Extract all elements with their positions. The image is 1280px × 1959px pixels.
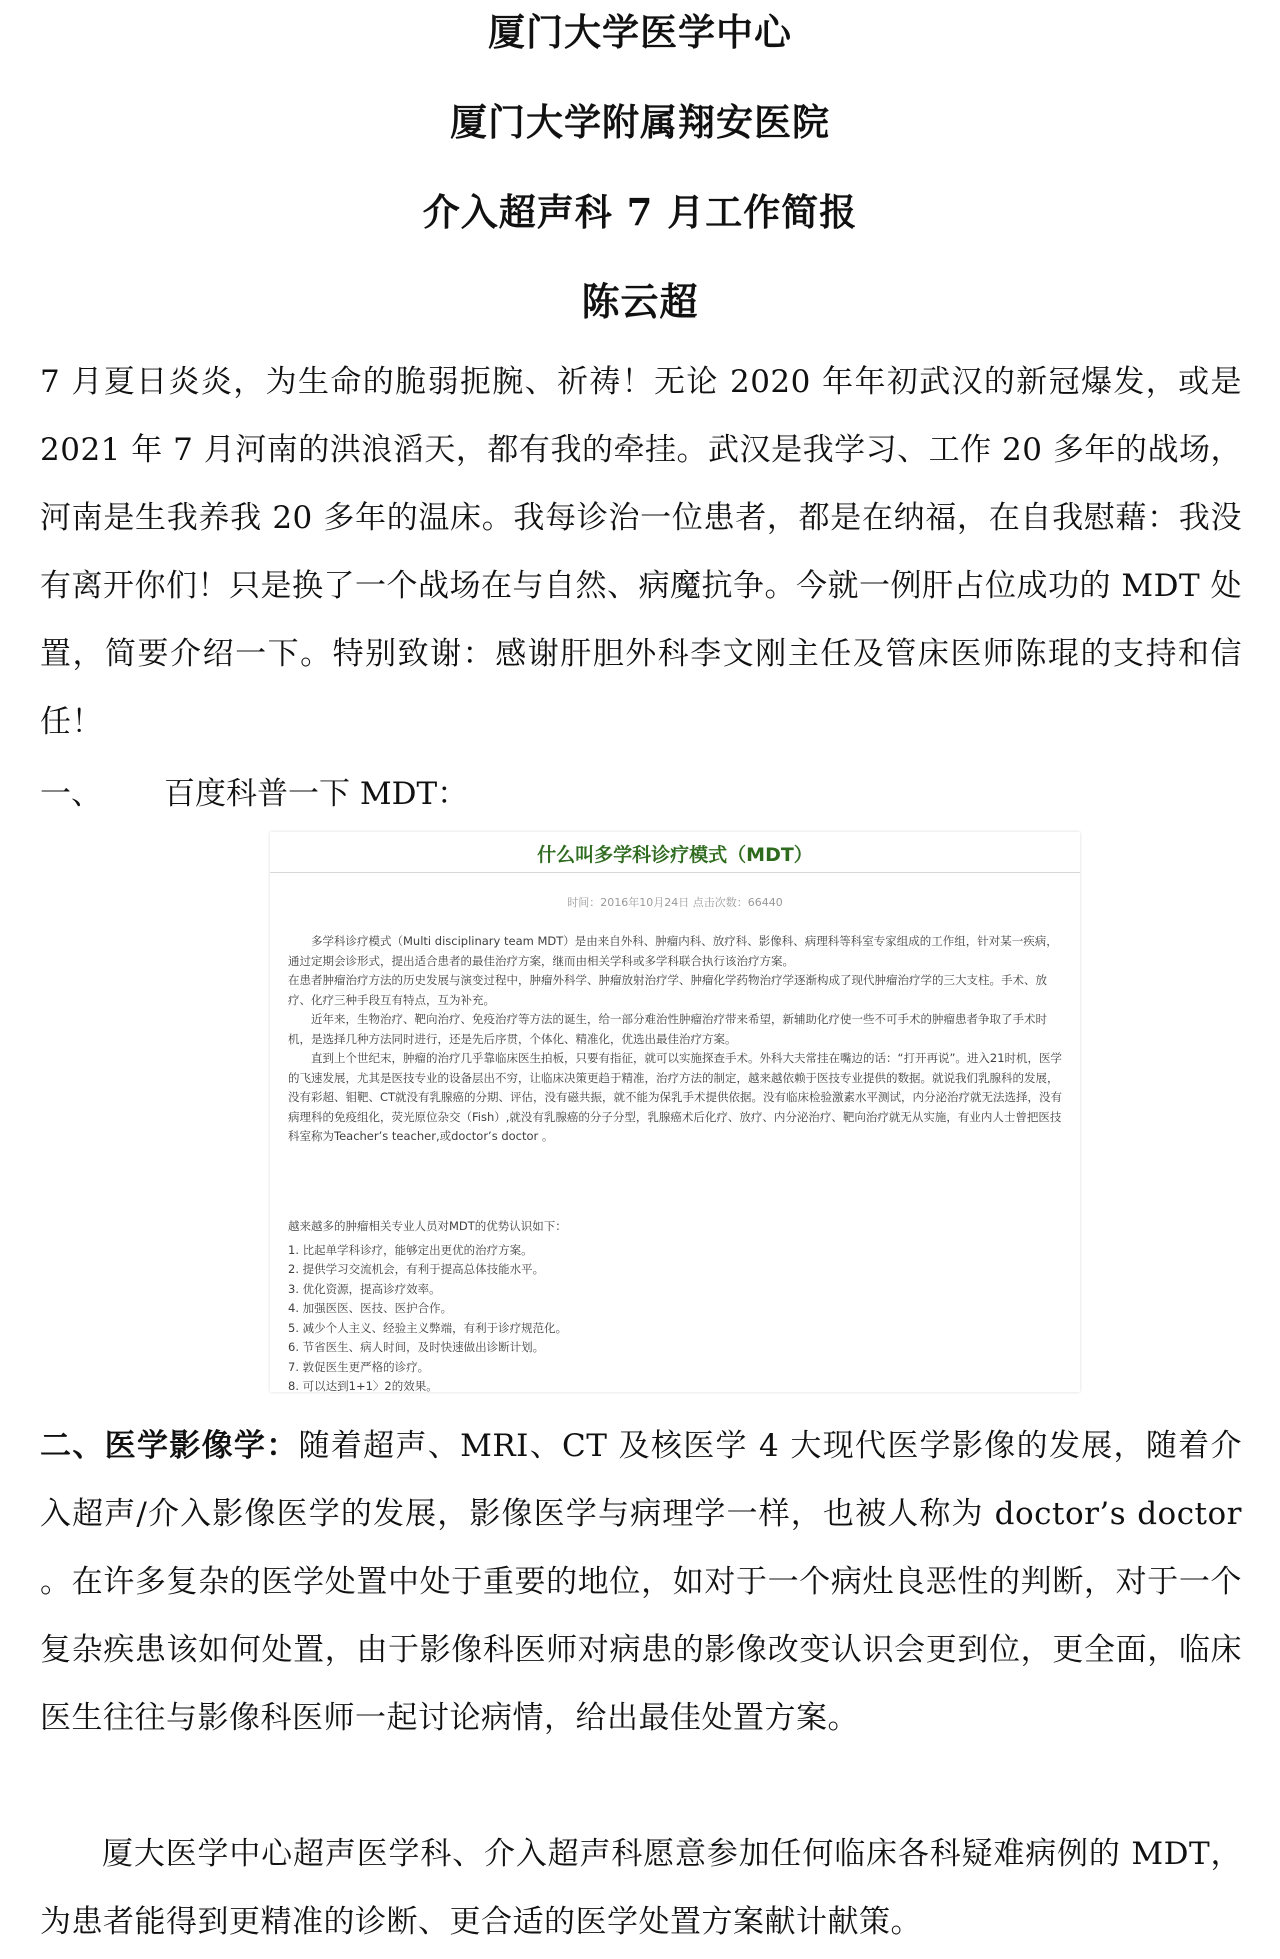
embedded-article-title: 什么叫多学科诊疗模式（MDT） (537, 844, 813, 866)
embedded-advantages-list (288, 1217, 1068, 1397)
section1-number: 一、 (40, 776, 102, 812)
list-item: 6. 节省医生、病人时间，及时快速做出诊断计划。 (288, 1340, 545, 1354)
list-item: 1. 比起单学科诊疗，能够定出更优的治疗方案。 (288, 1242, 533, 1257)
list-item: 5. 减少个人主义、经验主义弊端，有利于诊疗规范化。 (288, 1320, 568, 1335)
embedded-list-lead: 越来越多的肿瘤相关专业人员对MDT的优势认识如下： (288, 1219, 567, 1233)
section2-paragraph (40, 1412, 1242, 1752)
list-item: 2. 提供学习交流机会，有利于提高总体技能水平。 (288, 1262, 545, 1276)
embedded-article-meta: 时间：2016年10月24日 点击次数：66440 (567, 896, 783, 909)
author-name: 陈云超 (581, 279, 699, 324)
embedded-paragraph: 在患者肿瘤治疗方法的历史发展与演变过程中，肿瘤外科学、肿瘤放射治疗学、肿瘤化学药物治疗学逐渐构成了现代肿瘤治疗学的三大支柱。手术、放疗、化疗三种手段互有特点，互为补充。 (288, 973, 1047, 1007)
embedded-paragraph: 近年来，生物治疗、靶向治疗、免疫治疗等方法的诞生，给一部分难治性肿瘤治疗带来希望，新辅助化疗使一些不可手术的肿瘤患者争取了手术时机，是选择几种方法同时进行，还是先后序贯，个体化、精准化，优选出最佳治疗方案。 (288, 1012, 1047, 1046)
list-item: 3. 优化资源，提高诊疗效率。 (288, 1281, 441, 1296)
section2-heading: 二、医学影像学： (40, 1428, 299, 1464)
section1-heading (40, 760, 468, 828)
section1-title: 百度科普一下 MDT： (164, 776, 469, 812)
org-title: 厦门大学医学中心 (488, 10, 792, 54)
hospital-title: 厦门大学附属翔安医院 (450, 100, 830, 144)
intro-paragraph: 7 月夏日炎炎，为生命的脆弱扼腕、祈祷！无论 2020 年年初武汉的新冠爆发，或是 2021 年 7 月河南的洪浪滔天，都有我的牵挂。武汉是我学习、工作 20 多年的战场，河南是生我养我 20 多年的温床。我每诊治一位患者，都是在纳福，在自我慰藉：我没有离开你们！只是换了一个战场在与自然、病魔抗争。今就一例肝占位成功的 MDT 处置，简要介绍一下。特别致谢：感谢肝胆外科李文刚主任及管床医师陈琨的支持和信任！ (40, 364, 1242, 740)
embedded-divider (270, 872, 1080, 873)
embedded-paragraph: 直到上个世纪末，肿瘤的治疗几乎靠临床医生拍板，只要有指征，就可以实施探查手术。外科大夫常挂在嘴边的话：“打开再说”。进入21时机，医学的飞速发展，尤其是医技专业的设备层出不穷，让临床决策更趋于精准，治疗方法的制定，越来越依赖于医技专业提供的数据。就说我们乳腺科的发展，没有彩超、钼靶、CT就没有乳腺癌的分期、评估，没有磁共振，就不能为保乳手术提供依据。没有临床检验激素水平测试，内分泌治疗就无法选择，没有病理科的免疫组化，荧光原位杂交（Fish）,就没有乳腺癌的分子分型，乳腺癌术后化疗、放疗、内分泌治疗、靶向治疗就无从实施，有业内人士曾把医技科室称为Teacher’s teacher,或doctor’s doctor 。 (288, 1051, 1063, 1143)
embedded-article-body (288, 932, 1068, 1147)
list-item: 8. 可以达到1+1〉2的效果。 (288, 1379, 438, 1393)
list-item: 7. 敦促医生更严格的诊疗。 (288, 1359, 430, 1374)
report-title: 介入超声科 7 月工作简报 (422, 190, 858, 234)
list-item: 4. 加强医医、医技、医护合作。 (288, 1301, 453, 1315)
section2-text: 随着超声、MRI、CT 及核医学 4 大现代医学影像的发展，随着介入超声/介入影像医学的发展，影像医学与病理学一样，也被人称为 doctor’s doctor 。在许多复杂的医学处置中处于重要的地位，如对于一个病灶良恶性的判断，对于一个复杂疾患该如何处置，由于影像科医师对病患的影像改变认识会更到位，更全面，临床医生往往与影像科医师一起讨论病情，给出最佳处置方案。 (40, 1428, 1242, 1736)
closing-paragraph: 厦大医学中心超声医学科、介入超声科愿意参加任何临床各科疑难病例的 MDT，为患者能得到更精准的诊断、更合适的医学处置方案献计献策。 (40, 1836, 1242, 1940)
embedded-paragraph: 多学科诊疗模式（Multi disciplinary team MDT）是由来自外科、肿瘤内科、放疗科、影像科、病理科等科室专家组成的工作组，针对某一疾病，通过定期会诊形式，提出适合患者的最佳治疗方案，继而由相关学科或多学科联合执行该治疗方案。 (288, 934, 1058, 968)
embedded-article-screenshot (270, 832, 1080, 1392)
